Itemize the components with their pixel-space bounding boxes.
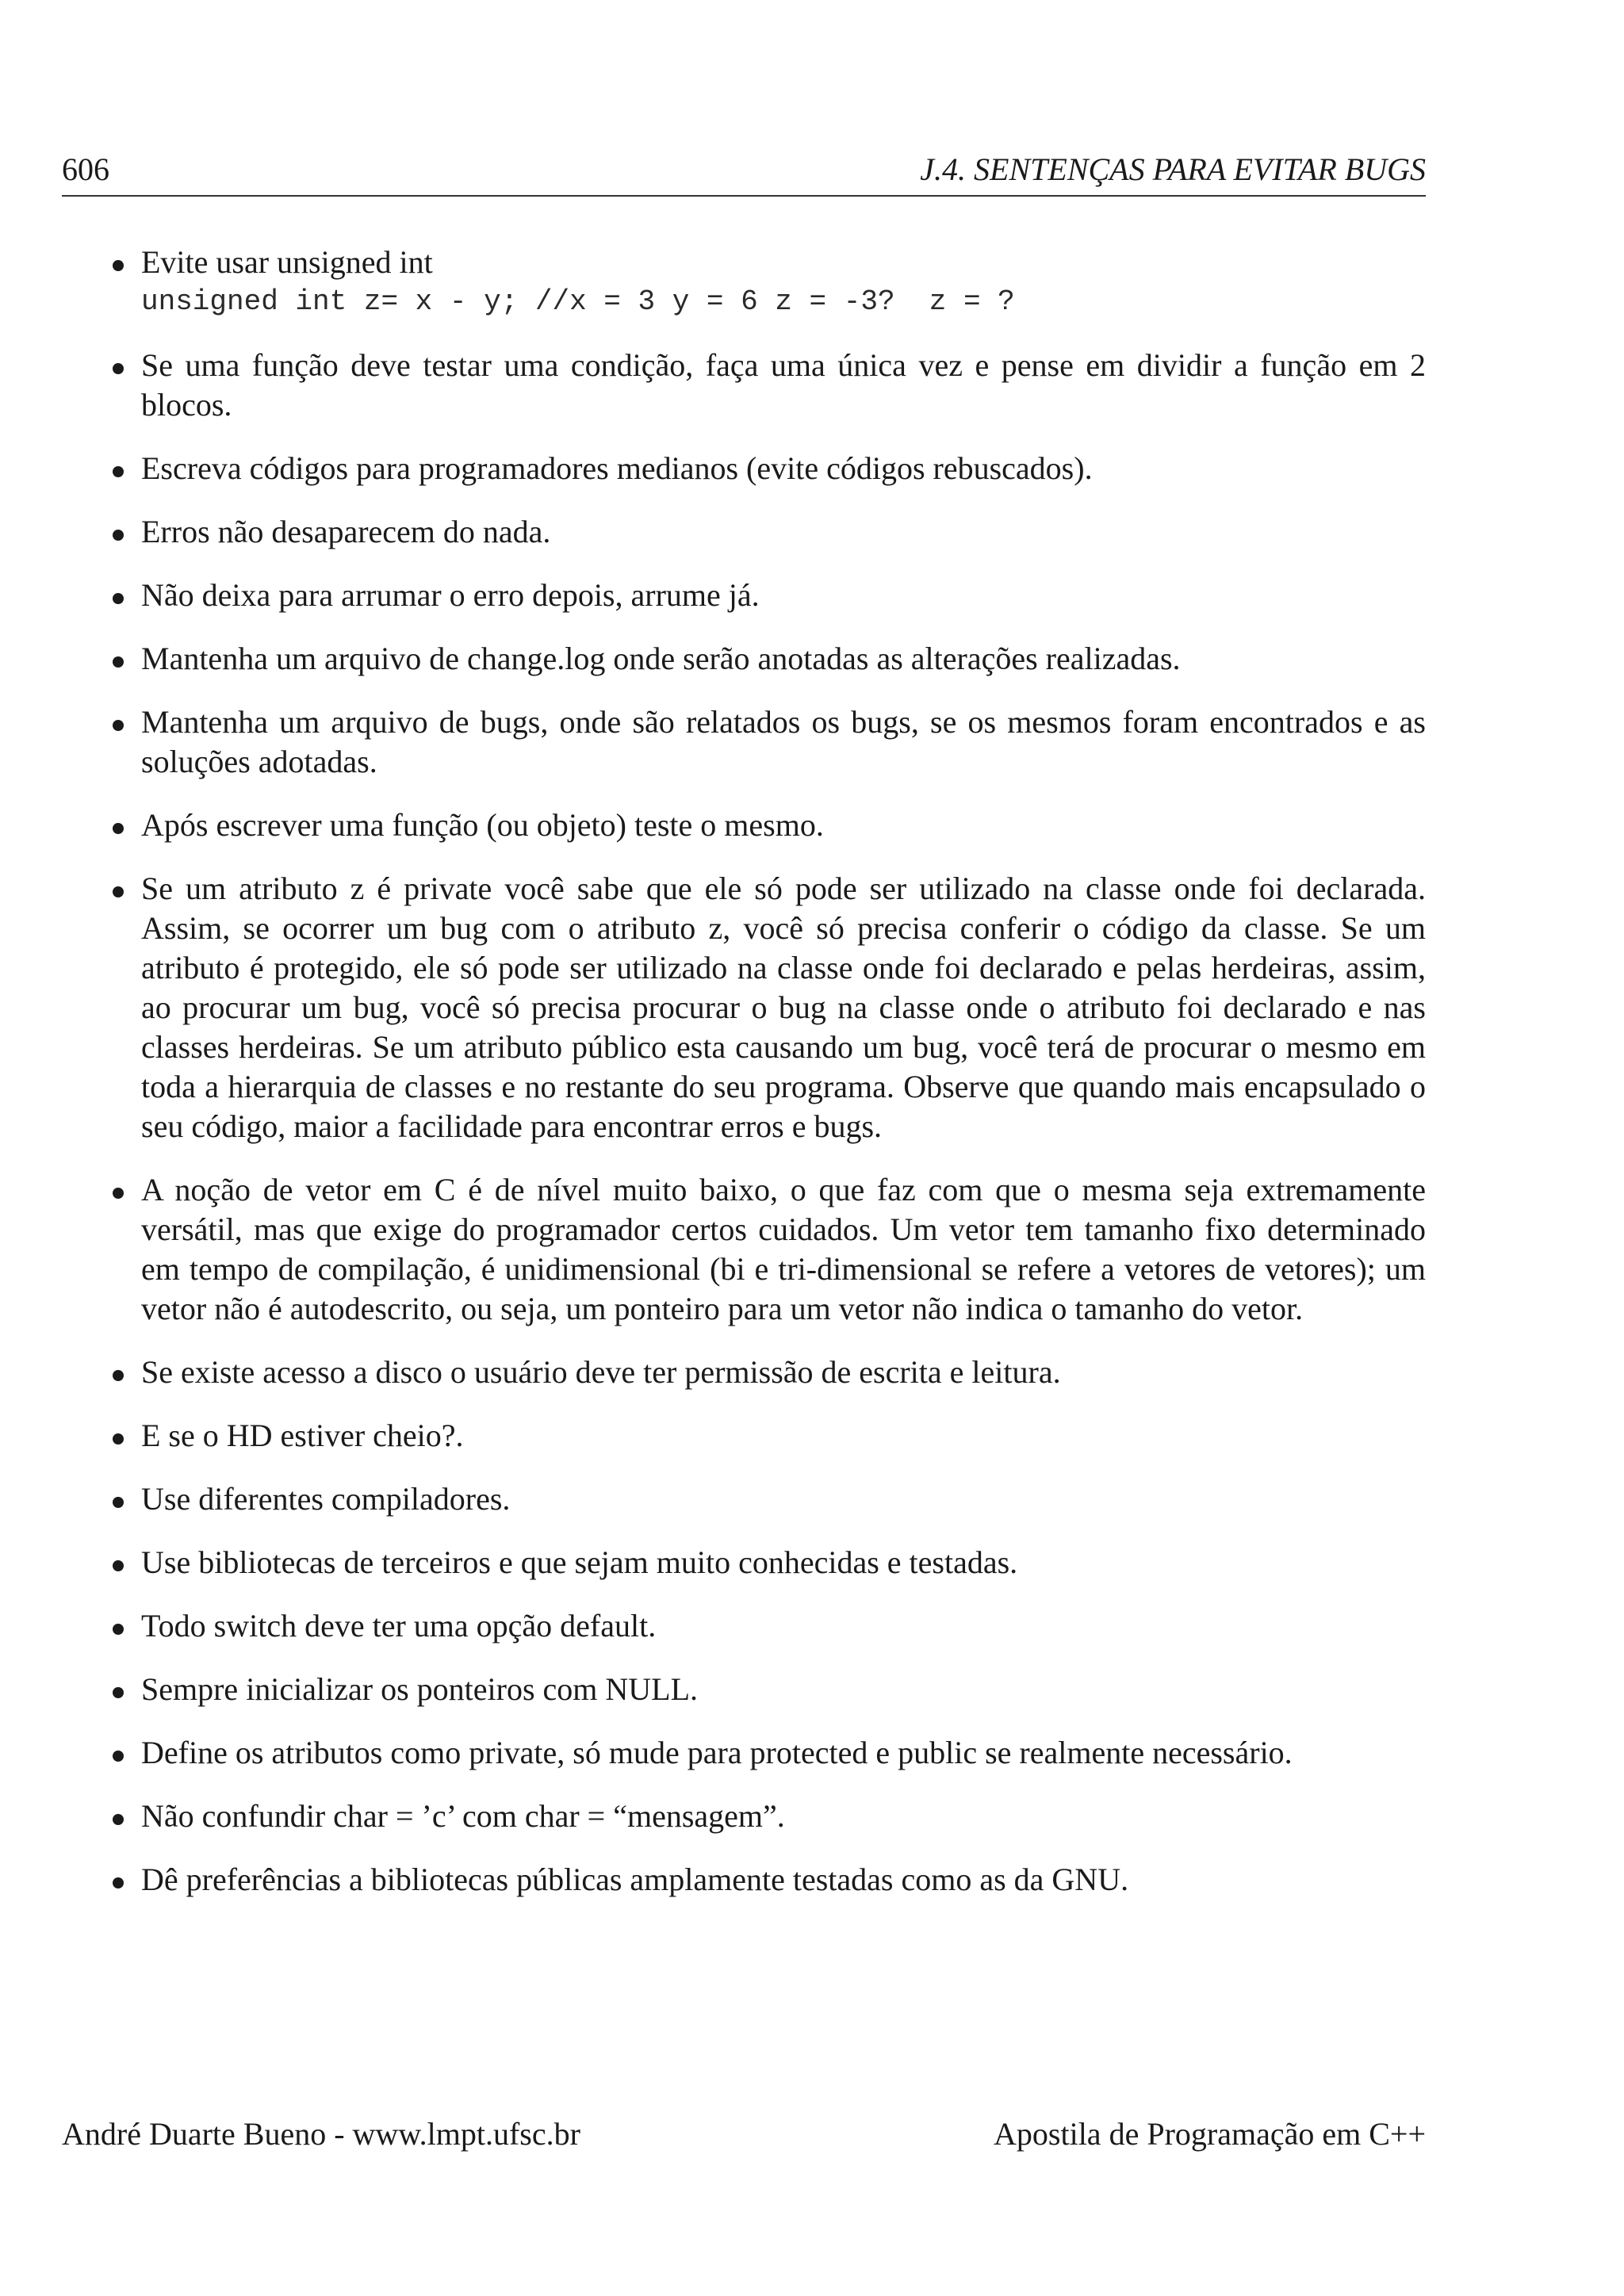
bullet-icon (113, 593, 124, 604)
bullet-icon (113, 1814, 124, 1825)
bullet-icon (113, 1751, 124, 1762)
list-item-text: Não confundir char = ’c’ com char = “mensagem”. (141, 1798, 785, 1834)
list-item-text: Não deixa para arrumar o erro depois, arrume já. (141, 577, 760, 613)
list-item-text: Erros não desaparecem do nada. (141, 514, 551, 549)
bullet-icon (113, 1877, 124, 1888)
document-page (62, 0, 1426, 2296)
list-item-text: Escreva códigos para programadores medianos (evite códigos rebuscados). (141, 450, 1093, 486)
bullet-icon (113, 1497, 124, 1508)
list-item-text: Use bibliotecas de terceiros e que sejam muito conhecidas e testadas. (141, 1544, 1018, 1580)
list-item (62, 702, 1426, 782)
list-item-text: Se uma função deve testar uma condição, faça uma única vez e pense em dividir a função em 2 blocos. (141, 347, 1426, 423)
list-item (62, 512, 1426, 552)
list-item-text: Evite usar unsigned int (141, 244, 433, 280)
list-item (62, 639, 1426, 679)
list-item-text: Após escrever uma função (ou objeto) teste o mesmo. (141, 807, 824, 843)
list-item (62, 1170, 1426, 1329)
list-item (62, 576, 1426, 615)
list-item-text: Mantenha um arquivo de bugs, onde são relatados os bugs, se os mesmos foram encontrados e as soluções adotadas. (141, 704, 1426, 779)
list-item (62, 1733, 1426, 1773)
bullet-icon (113, 363, 124, 374)
list-item (62, 1353, 1426, 1392)
bullet-icon (113, 823, 124, 834)
list-item (62, 1543, 1426, 1582)
list-item (62, 243, 1426, 322)
code-line: unsigned int z= x - y; //x = 3 y = 6 z = -3? z = ? (141, 285, 1015, 318)
list-item-text: Sempre inicializar os ponteiros com NULL. (141, 1671, 699, 1707)
list-item (62, 1416, 1426, 1456)
list-item-text: A noção de vetor em C é de nível muito baixo, o que faz com que o mesma seja extremamente versátil, mas que exige do programador certos cuidados. Um vetor tem tamanho fixo determinado em tempo de compilação, é unidimensional (bi e tri-dimensional se refere a vetores de vetores); um vetor não é autodescrito, ou seja, um ponteiro para um vetor não indica o tamanho do vetor. (141, 1172, 1426, 1326)
bullet-icon (113, 1624, 124, 1635)
list-item-text: Todo switch deve ter uma opção default. (141, 1608, 657, 1644)
list-item-text: Use diferentes compiladores. (141, 1481, 511, 1517)
bullet-list (62, 243, 1426, 1923)
bullet-icon (113, 1433, 124, 1445)
list-item-text: Se um atributo z é private você sabe que ele só pode ser utilizado na classe onde foi declarada. Assim, se ocorrer um bug com o atributo z, você só precisa conferir o código da classe. Se um atributo é protegido, ele só pode ser utilizado na classe onde foi declarado e pelas herdeiras, assim, ao procurar um bug, você só precisa procurar o bug na classe onde o atributo foi declarado e nas classes herdeiras. Se um atributo público esta causando um bug, você terá de procurar o mesmo em toda a hierarquia de classes e no restante do seu programa. Observe que quando mais encapsulado o seu código, maior a facilidade para encontrar erros e bugs. (141, 871, 1426, 1144)
list-item (62, 1860, 1426, 1900)
page-header (62, 147, 1426, 197)
bullet-icon (113, 1188, 124, 1199)
list-item (62, 806, 1426, 845)
list-item (62, 1606, 1426, 1646)
bullet-icon (113, 886, 124, 897)
list-item (62, 449, 1426, 488)
list-item (62, 869, 1426, 1146)
footer-author: André Duarte Bueno - www.lmpt.ufsc.br (62, 2116, 580, 2152)
bullet-icon (113, 530, 124, 541)
bullet-icon (113, 1560, 124, 1571)
bullet-icon (113, 1687, 124, 1698)
footer-book-title: Apostila de Programação em C++ (994, 2116, 1426, 2152)
list-item-text: E se o HD estiver cheio?. (141, 1418, 464, 1453)
bullet-icon (113, 466, 124, 477)
list-item (62, 1797, 1426, 1836)
list-item (62, 1479, 1426, 1519)
bullet-icon (113, 720, 124, 731)
list-item-text: Dê preferências a bibliotecas públicas amplamente testadas como as da GNU. (141, 1862, 1129, 1897)
page-number: 606 (62, 151, 109, 187)
list-item-text: Define os atributos como private, só mude para protected e public se realmente necessário. (141, 1735, 1293, 1770)
list-item-text: Mantenha um arquivo de change.log onde serão anotadas as alterações realizadas. (141, 641, 1181, 676)
bullet-icon (113, 1370, 124, 1381)
list-item-text: Se existe acesso a disco o usuário deve ter permissão de escrita e leitura. (141, 1354, 1061, 1390)
bullet-icon (113, 260, 124, 271)
bullet-icon (113, 656, 124, 668)
section-title: J.4. SENTENÇAS PARA EVITAR BUGS (920, 151, 1426, 187)
list-item (62, 1670, 1426, 1709)
list-item (62, 346, 1426, 425)
